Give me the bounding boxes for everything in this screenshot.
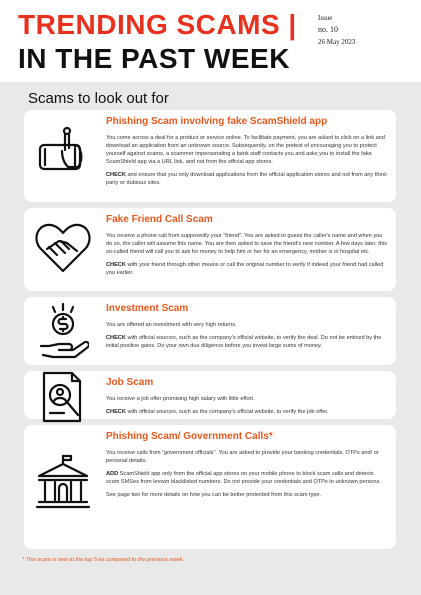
resume-search-icon [30,367,96,427]
advice-text: and ensure that you only download applications from the official application stores and not from any third-party or dubious sites. [106,172,388,186]
handshake-heart-icon [30,218,96,278]
card-advice [106,334,388,350]
scam-card-government-calls [24,425,396,549]
card-description: You receive calls from “government officials”. You are asked to provide your banking credentials, OTPs and/ or personal details. [106,450,379,464]
scam-card-fake-scamshield [24,110,396,202]
advice-text: with your friend through other means or call the original number to verify if indeed your friend had called you earlier. [106,262,384,276]
issue-info [318,12,355,48]
card-advice [106,171,388,187]
card-title: Phishing Scam/ Government Calls* [106,431,273,442]
card-description: You are offered an investment with very high returns. [106,322,237,328]
advice-keyword: CHECK [106,409,126,415]
card-body [106,303,388,355]
card-advice [106,408,388,416]
advice-keyword: CHECK [106,262,126,268]
advice-keyword: CHECK [106,172,126,178]
header [0,0,421,80]
card-title: Job Scam [106,377,154,388]
government-building-icon [30,453,96,513]
card-description: You come across a deal for a product or service online. To facilitate payment, you are asked to click on a link and download an application from an unknown source. Subsequently, on the pretext of encouraging you to protect yourself against scams, a scammer impersonating a bank staff contacts you and asks you to install the fake ScamShield app via a URL link, and not from the official app stores. [106,135,385,165]
phone-tap-icon [30,126,96,186]
card-body [106,214,388,282]
card-title: Investment Scam [106,303,189,314]
issue-date: 26 May 2023 [318,38,356,46]
issue-number: no. 10 [318,25,338,34]
section-heading: Scams to look out for [28,90,169,107]
advice-text: with official sources, such as the company's official website, to verify the deal. Do not be enticed by the initial positive gains. Do your own due diligence before you invest large sums of money. [106,335,382,349]
headline-line-1: TRENDING SCAMS | [18,9,297,40]
issue-label: Issue [318,14,333,22]
card-description: You receive a phone call from supposedly your “friend”. You are asked to guess the caller's name and when you do so, the caller will assume this name. You are then asked to save the friend's new number. A few days later, this so-called friend will call you to ask for money to help him or her for an emergency, mother is in hospital etc. [106,233,387,255]
card-title: Fake Friend Call Scam [106,214,213,225]
card-advice [106,470,388,486]
scam-card-job [24,371,396,419]
advice-keyword: ADD [106,471,119,477]
card-description: You receive a job offer promising high salary with little effort. [106,396,255,402]
scams-panel [0,82,421,595]
advice-text: ScamShield app only from the official app stores on your mobile phone to block scam calls and detects scam SMSes from known blacklisted numbers. Do not provide your credentials and OTPs to unknown persons. [106,471,381,485]
headline-line-2: IN THE PAST WEEK [18,43,290,74]
card-body [106,377,388,421]
card-body [106,116,388,192]
scam-card-fake-friend [24,208,396,291]
card-advice [106,261,388,277]
card-extra-note: See page two for more details on how you can be better protected from this scam type. [106,492,322,498]
money-hand-icon [30,301,96,361]
advice-text: with official sources, such as the company's official website, to verify the job offer. [125,409,329,415]
footnote: * This scam is new to the top 5 as compared to the previous week. [22,557,184,563]
card-body [106,431,388,504]
scam-card-investment [24,297,396,365]
advice-keyword: CHECK [106,335,126,341]
card-title: Phishing Scam involving fake ScamShield app [106,116,328,127]
